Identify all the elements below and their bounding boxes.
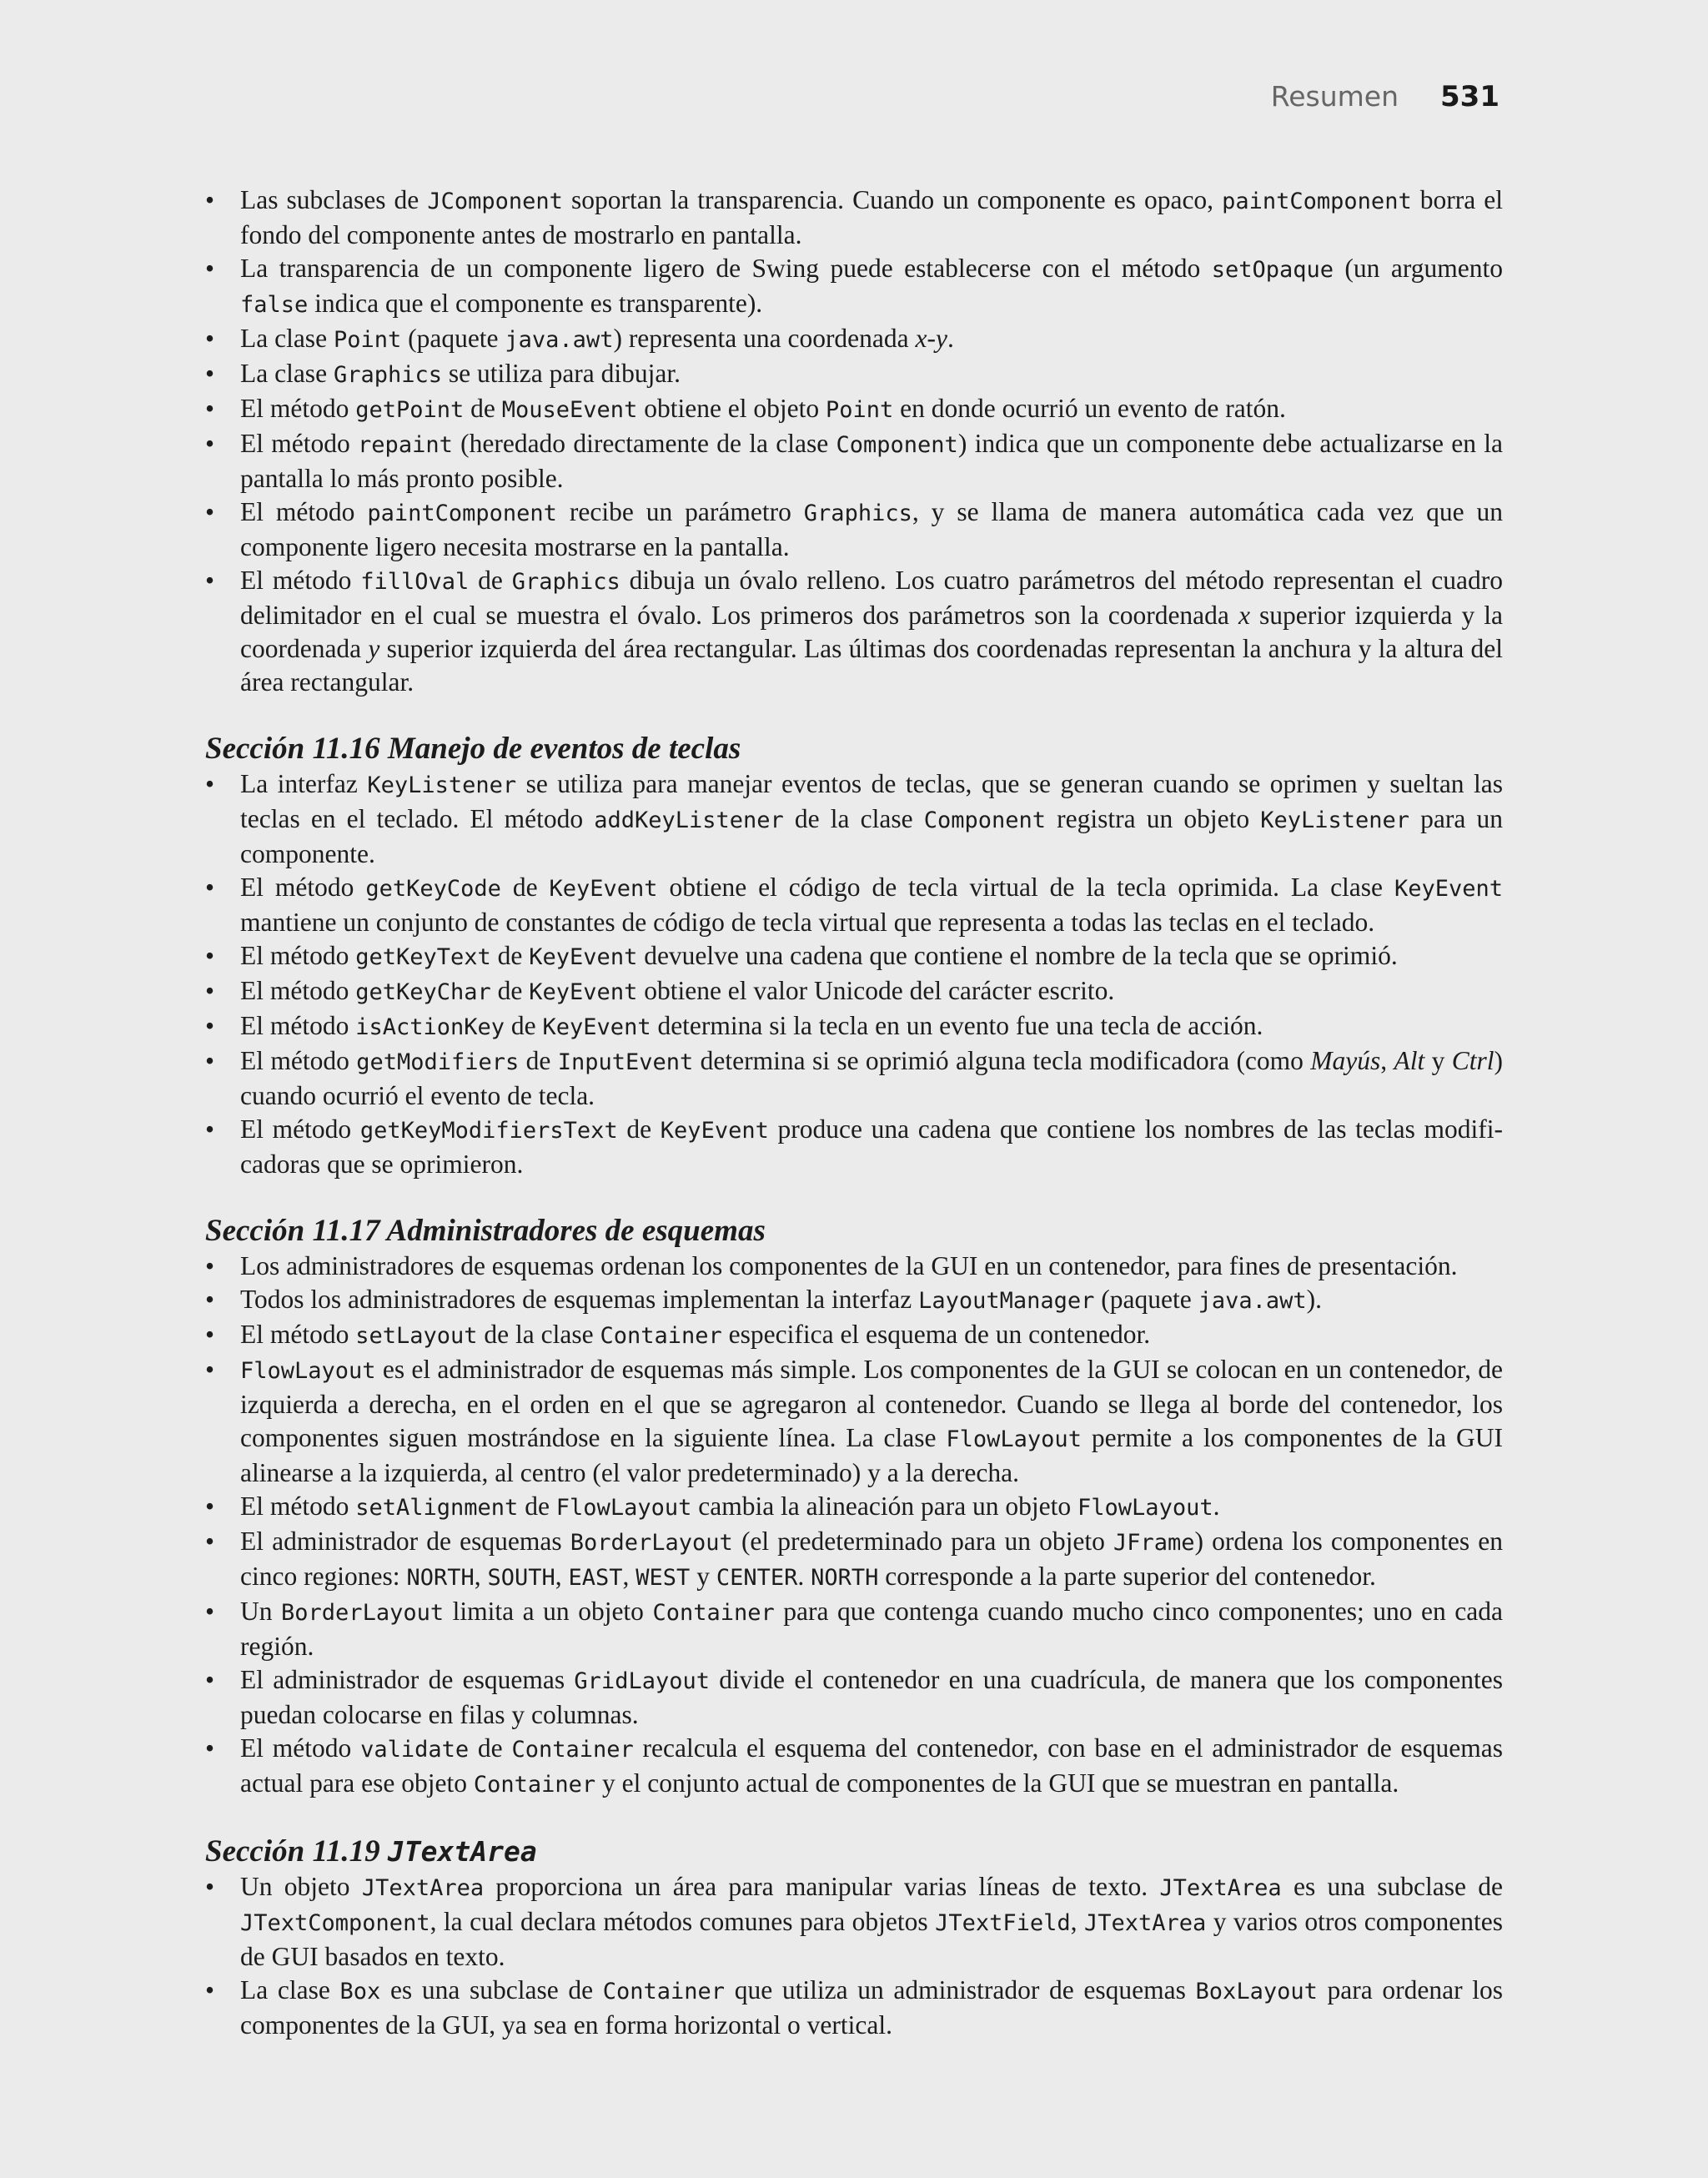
code-term: Point <box>333 327 402 353</box>
bullet-item <box>205 392 1503 427</box>
code-term: JTextArea <box>361 1875 485 1901</box>
text-run: Las subclases de <box>240 185 428 214</box>
code-term: JTextField <box>935 1910 1071 1936</box>
text-run: obtiene el valor Unicode del carácter escrito. <box>637 976 1115 1005</box>
text-run: de <box>500 873 550 902</box>
text-run: , <box>555 1562 569 1591</box>
code-term: JTextComponent <box>240 1910 430 1936</box>
text-run: de <box>469 566 512 595</box>
code-term: NORTH <box>406 1565 475 1591</box>
code-term: SOUTH <box>487 1565 555 1591</box>
code-term: BorderLayout <box>570 1530 733 1556</box>
text-run: (un argumento <box>1334 254 1503 283</box>
code-term: Container <box>511 1737 634 1763</box>
text-run: El método <box>240 394 356 423</box>
bullet-item <box>205 427 1503 495</box>
bullet-item <box>205 1490 1503 1525</box>
italic-term: Mayús <box>1310 1046 1381 1075</box>
bullet-item <box>205 1009 1503 1044</box>
code-term: setLayout <box>355 1323 478 1349</box>
text-run: El método <box>240 1491 356 1521</box>
text-run: borra el fondo del componente antes de mostrarlo en pantalla. <box>240 185 1503 249</box>
code-term: Graphics <box>511 569 620 595</box>
text-run: El método <box>240 941 356 970</box>
bullet-item <box>205 1974 1503 2042</box>
code-term: KeyEvent <box>660 1118 769 1144</box>
code-term: Container <box>602 1979 726 2004</box>
code-term: Graphics <box>333 362 442 388</box>
code-term: Graphics <box>803 500 912 526</box>
code-term: isActionKey <box>355 1014 505 1040</box>
bullet-item <box>205 1353 1503 1490</box>
code-term: FlowLayout <box>1078 1495 1213 1521</box>
text-run: El administrador de esquemas <box>240 1665 575 1694</box>
text-run: para que contenga cuando mucho cinco componentes; uno en cada región. <box>240 1597 1503 1661</box>
text-run: Un objeto <box>240 1872 362 1901</box>
italic-term: y <box>368 634 380 663</box>
code-term: getPoint <box>355 397 465 423</box>
text-run: soportan la transparencia. Cuando un componente es opaco, <box>562 185 1223 214</box>
text-run: Todos los administradores de esquemas implementan la interfaz <box>240 1285 919 1314</box>
code-term: repaint <box>358 432 453 458</box>
bullet-item <box>205 939 1503 974</box>
code-term: getKeyText <box>355 944 491 970</box>
text-run: en donde ocurrió un evento de ratón. <box>893 394 1286 423</box>
code-term: EAST <box>568 1565 623 1591</box>
code-term: MouseEvent <box>501 397 638 423</box>
text-run: es una subclase de <box>1281 1872 1503 1901</box>
text-run: El método <box>240 1733 361 1763</box>
section-bullet-list <box>205 1250 1503 1802</box>
text-run: Los administradores de esquemas ordenan los componentes de la GUI en un contenedor, para fines de presentación. <box>240 1251 1458 1280</box>
summary-section <box>205 1833 1503 2042</box>
text-run: cambia la alineación para un objeto <box>691 1491 1078 1521</box>
code-term: KeyListener <box>1260 807 1410 833</box>
italic-term: Ctrl <box>1451 1046 1494 1075</box>
text-run: para ordenar los componentes de la GUI, ya sea en forma horizontal o vertical. <box>240 1975 1503 2040</box>
code-term: KeyEvent <box>529 944 638 970</box>
text-run: Sección 11.19 <box>205 1834 388 1869</box>
italic-term: x <box>1238 601 1250 630</box>
text-run: para un componente. <box>240 804 1503 868</box>
code-term: getKeyChar <box>355 979 491 1005</box>
code-term: BorderLayout <box>281 1600 445 1626</box>
italic-term: Alt <box>1394 1046 1425 1075</box>
text-run: , y se llama de manera automática cada vez que un componente ligero necesita mostrarse en la pantalla. <box>240 497 1503 561</box>
bullet-item <box>205 252 1503 322</box>
code-term: GridLayout <box>574 1668 710 1694</box>
code-term: getModifiers <box>356 1049 520 1075</box>
code-term: KeyListener <box>367 772 517 798</box>
code-term: BoxLayout <box>1195 1979 1318 2004</box>
section-heading <box>205 1833 1503 1870</box>
code-term: JTextArea <box>1159 1875 1282 1901</box>
code-term: Component <box>923 807 1047 833</box>
text-run: de <box>490 941 530 970</box>
bullet-item <box>205 1525 1503 1595</box>
text-run: Sección 11.17 Administradores de esquemas <box>205 1214 766 1248</box>
text-run: superior izquierda del área rectangular. Las últimas dos coordenadas representan la anchura y la altura del área rectangular. <box>240 634 1503 697</box>
text-run: (paquete <box>401 324 505 353</box>
text-run: ) ordena los componentes en cinco regiones: <box>240 1527 1503 1591</box>
bullet-item <box>205 495 1503 564</box>
bullet-item <box>205 1283 1503 1318</box>
code-term: paintComponent <box>1222 189 1412 214</box>
text-run: El método <box>240 566 361 595</box>
code-term: Box <box>339 1979 381 2004</box>
running-title: Resumen <box>1270 80 1399 113</box>
code-term: getKeyModifiersText <box>359 1118 618 1144</box>
bullet-item <box>205 357 1503 392</box>
code-term: java.awt <box>505 327 614 353</box>
text-run: . <box>797 1562 811 1591</box>
bullet-item <box>205 1732 1503 1802</box>
text-run: de <box>518 1491 556 1521</box>
text-run: de <box>490 976 530 1005</box>
bullet-item <box>205 871 1503 939</box>
text-run: proporciona un área para manipular varias líneas de texto. <box>484 1872 1160 1901</box>
bullet-item <box>205 564 1503 699</box>
text-run: , <box>1380 1046 1394 1075</box>
text-run: obtiene el objeto <box>637 394 826 423</box>
text-run: obtiene el código de tecla virtual de la tecla oprimida. La clase <box>657 873 1394 902</box>
text-run: indica que el componente es transparente). <box>308 289 763 318</box>
text-run: produce una cadena que contiene los nombres de las teclas modificadoras que se oprimieron. <box>240 1114 1504 1179</box>
text-run: y <box>1424 1046 1452 1075</box>
bullet-item <box>205 1595 1503 1663</box>
text-run: de la clase <box>477 1320 600 1349</box>
code-term: Point <box>826 397 894 423</box>
code-term: setOpaque <box>1211 257 1334 283</box>
code-term: LayoutManager <box>918 1288 1095 1314</box>
text-run: Un <box>240 1597 282 1626</box>
section-bullet-list <box>205 767 1503 1181</box>
text-run: registra un objeto <box>1046 804 1261 833</box>
bullet-item <box>205 1663 1503 1732</box>
text-run: La interfaz <box>240 769 368 798</box>
text-run: determina si se oprimió alguna tecla modificadora (como <box>693 1046 1311 1075</box>
code-term: FlowLayout <box>240 1358 376 1384</box>
text-run: corresponde a la parte superior del contenedor. <box>878 1562 1376 1591</box>
text-run: mantiene un conjunto de constantes de código de tecla virtual que representa a todas las teclas en el teclado. <box>240 908 1375 937</box>
code-term: false <box>240 292 309 318</box>
text-run: (heredado directamente de la clase <box>452 429 836 458</box>
text-run: recalcula el esquema del contenedor, con base en el administrador de esquemas actual para ese objeto <box>240 1733 1504 1798</box>
text-run: El método <box>240 1320 356 1349</box>
bullet-item <box>205 184 1503 252</box>
text-run: y <box>690 1562 716 1591</box>
code-term: Container <box>600 1323 722 1349</box>
section-heading <box>205 731 1503 767</box>
text-run: La clase <box>240 359 334 388</box>
text-run: , <box>474 1562 488 1591</box>
text-run: es una subclase de <box>380 1975 603 2004</box>
code-term: Component <box>836 432 958 458</box>
code-term: KeyEvent <box>1394 876 1503 902</box>
summary-sections <box>205 731 1503 2042</box>
code-term: paintComponent <box>367 500 557 526</box>
bullet-item <box>205 1318 1503 1353</box>
text-run: permite a los componentes de la GUI alinearse a la izquierda, al centro (el valor predeterminado) y a la derecha. <box>240 1423 1503 1487</box>
text-run: El método <box>240 873 366 902</box>
code-term: Container <box>652 1600 775 1626</box>
code-term: setAlignment <box>355 1495 519 1521</box>
text-run: y el conjunto actual de componentes de la GUI que se muestran en pantalla. <box>595 1768 1399 1798</box>
code-term: JTextArea <box>1083 1910 1207 1936</box>
text-run: se utiliza para dibujar. <box>441 359 681 388</box>
text-run: y varios otros componentes de GUI basados en texto. <box>240 1907 1504 1971</box>
text-run: ) cuando ocurrió el evento de tecla. <box>240 1046 1503 1110</box>
code-term: FlowLayout <box>555 1495 692 1521</box>
code-term: InputEvent <box>557 1049 694 1075</box>
text-run: es el administrador de esquemas más simple. Los componentes de la GUI se colocan en un contenedor, de izquierda a derecha, en el orden en el que se agregaron al contenedor. Cuando se llega al borde del contenedor, los componentes siguen mostrándose en la siguiente línea. La clase <box>240 1355 1503 1452</box>
text-run: El método <box>240 1046 357 1075</box>
bullet-item <box>205 974 1503 1009</box>
code-term: JFrame <box>1113 1530 1195 1556</box>
text-run: , <box>1070 1907 1084 1936</box>
code-term: NORTH <box>811 1565 879 1591</box>
text-run: . <box>1213 1491 1220 1521</box>
text-run: ) indica que un componente debe actualizarse en la pantalla lo más pronto posible. <box>240 429 1504 493</box>
text-run: determina si la tecla en un evento fue una tecla de acción. <box>651 1011 1263 1040</box>
text-run: , la cual declara métodos comunes para objetos <box>430 1907 936 1936</box>
code-term: KeyEvent <box>529 979 638 1005</box>
text-run: especifica el esquema de un contenedor. <box>721 1320 1151 1349</box>
text-run: limita a un objeto <box>444 1597 653 1626</box>
text-run: El método <box>240 976 356 1005</box>
running-head <box>1271 80 1500 113</box>
summary-section <box>205 731 1503 1181</box>
text-run: de <box>464 394 502 423</box>
text-run: . <box>947 324 954 353</box>
text-run: El método <box>240 497 368 526</box>
code-term: Container <box>473 1772 596 1798</box>
text-run: El administrador de esquemas <box>240 1527 570 1556</box>
text-run: de <box>617 1114 661 1144</box>
text-run: de <box>469 1733 512 1763</box>
code-term: getKeyCode <box>365 876 501 902</box>
code-term: KeyEvent <box>542 1014 651 1040</box>
code-term: validate <box>360 1737 470 1763</box>
text-run: (paquete <box>1094 1285 1198 1314</box>
text-run: Sección 11.16 Manejo de eventos de teclas <box>205 732 741 766</box>
code-term: WEST <box>635 1565 691 1591</box>
text-run: que utiliza un administrador de esquemas <box>725 1975 1196 2004</box>
bullet-item <box>205 1870 1503 1974</box>
text-run: recibe un parámetro <box>556 497 804 526</box>
text-run: superior izquierda y la coordenada <box>240 601 1503 663</box>
section-bullet-list <box>205 1870 1503 2042</box>
text-run: de <box>519 1046 558 1075</box>
summary-section <box>205 1213 1503 1802</box>
code-term: CENTER <box>716 1565 798 1591</box>
italic-term: x-y <box>915 324 947 353</box>
bullet-item <box>205 1250 1503 1283</box>
text-run: se utiliza para manejar eventos de teclas, que se generan cuando se oprimen y sueltan las teclas en el teclado. El método <box>240 769 1503 833</box>
text-run: divide el contenedor en una cuadrícula, de manera que los componentes puedan colocarse en filas y columnas. <box>240 1665 1503 1729</box>
text-run: El método <box>240 1114 360 1144</box>
text-run: de <box>505 1011 543 1040</box>
bullet-item <box>205 1044 1503 1113</box>
code-term: JTextArea <box>387 1835 537 1868</box>
section-heading <box>205 1213 1503 1250</box>
code-term: FlowLayout <box>946 1426 1082 1452</box>
bullet-item <box>205 1113 1503 1181</box>
text-run: , <box>622 1562 636 1591</box>
code-term: java.awt <box>1198 1288 1307 1314</box>
text-run: La transparencia de un componente ligero de Swing puede establecerse con el método <box>240 254 1212 283</box>
text-run: El método <box>240 429 359 458</box>
bullet-item <box>205 322 1503 357</box>
text-run: dibuja un óvalo relleno. Los cuatro parámetros del método representan el cuadro delimitador en el cual se muestra el óvalo. Los primeros dos parámetros son la coordenada <box>240 566 1503 630</box>
text-run: La clase <box>240 324 334 353</box>
text-run: El método <box>240 1011 356 1040</box>
text-run: (el predeterminado para un objeto <box>732 1527 1113 1556</box>
text-run: devuelve una cadena que contiene el nombre de la tecla que se oprimió. <box>637 941 1398 970</box>
text-run: ). <box>1306 1285 1323 1314</box>
code-term: JComponent <box>427 189 563 214</box>
text-run: ) representa una coordenada <box>613 324 916 353</box>
page-number: 531 <box>1440 80 1500 113</box>
code-term: KeyEvent <box>549 876 658 902</box>
text-run: La clase <box>240 1975 340 2004</box>
intro-bullet-list <box>205 184 1503 699</box>
bullet-item <box>205 767 1503 871</box>
code-term: fillOval <box>360 569 470 595</box>
text-run: de la clase <box>783 804 924 833</box>
code-term: addKeyListener <box>594 807 784 833</box>
summary-content <box>205 184 1503 2042</box>
